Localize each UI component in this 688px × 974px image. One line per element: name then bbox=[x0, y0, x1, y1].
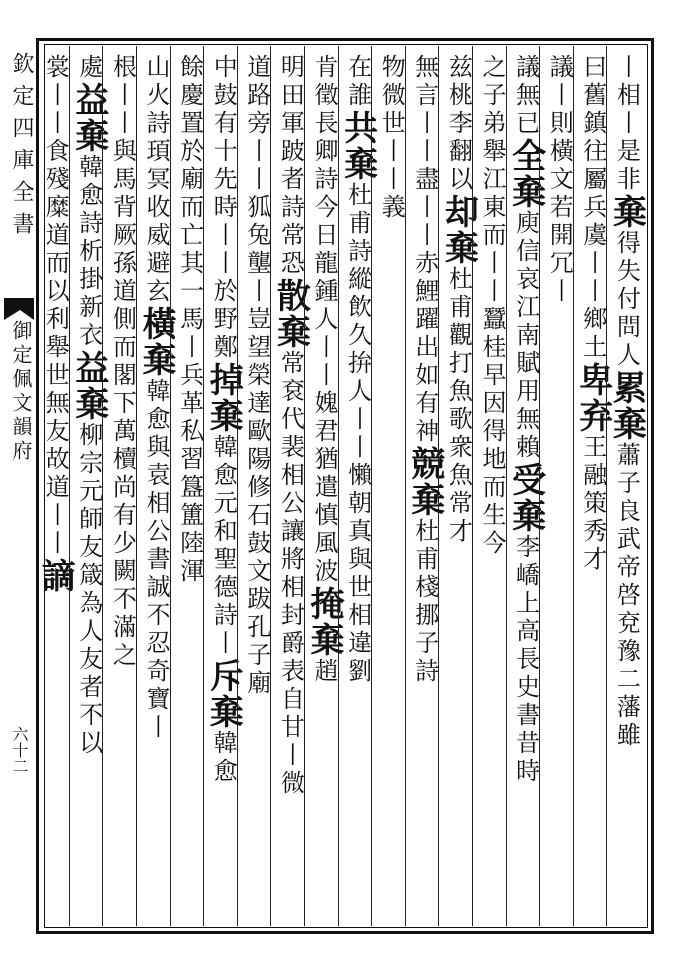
column-rule bbox=[69, 46, 70, 926]
entry-text: 李嶠上高長史書昔時 bbox=[511, 534, 540, 786]
entry-text: 文若開冗丨 bbox=[545, 166, 574, 306]
entry-text: 陸渾 bbox=[175, 530, 204, 586]
entry-headword: 益棄 bbox=[68, 82, 109, 154]
entry-text: 根丨丨與馬背厥孫 bbox=[108, 54, 137, 278]
entry-text: 餘慶置於廟而亡其一馬 bbox=[175, 54, 204, 334]
entry-headword: 謫 bbox=[35, 558, 76, 594]
entry-text: 處 bbox=[74, 54, 103, 82]
entry-text: 明田軍跛者詩常恐 bbox=[276, 54, 305, 278]
entry-text: 丨兵革私習簋簠 bbox=[175, 334, 204, 530]
column-rule bbox=[573, 46, 574, 926]
column-rule bbox=[438, 46, 439, 926]
entry-text: 丨豈望榮達歐陽修石鼓文跋孔子廟 bbox=[242, 278, 271, 698]
entry-headword: 散棄 bbox=[270, 278, 311, 350]
entry-text: 韓愈與袁相公書誠不忍奇寶丨 bbox=[142, 378, 170, 742]
entry-text: 杜甫觀打魚歌衆魚常才 bbox=[444, 266, 473, 546]
entry-headword: 掩棄 bbox=[304, 586, 344, 658]
entry-text: 無言丨丨 bbox=[410, 54, 439, 166]
entry-text: 蕭子良武帝啓兗豫二藩雖 bbox=[612, 442, 641, 750]
entry-headword: 共棄 bbox=[337, 110, 378, 182]
column-rule bbox=[405, 46, 406, 926]
entry-text: 裳丨丨食殘糜 bbox=[41, 54, 70, 222]
entry-text: 柳宗元師友箴為人友者不以 bbox=[74, 422, 103, 758]
entry-text: 道而以利舉世無友故道丨丨 bbox=[41, 222, 70, 558]
entry-text: 議丨則橫 bbox=[545, 54, 574, 166]
collection-title: 欽定四庫全書 bbox=[9, 52, 34, 244]
column-rule bbox=[472, 46, 473, 926]
column-rule bbox=[102, 46, 103, 926]
entry-text: 長卿詩今日龍鍾人丨丨媿君猶遣慎風波 bbox=[310, 110, 338, 586]
entry-headword: 掉棄 bbox=[203, 362, 244, 434]
entry-text: 趙 bbox=[310, 658, 338, 686]
entry-text: 之子弟舉江東而丨丨 bbox=[478, 54, 506, 306]
entry-text: 杜甫棧挪子詩 bbox=[410, 518, 439, 686]
entry-headword: 全棄 bbox=[505, 138, 546, 210]
entry-text: 蠶桂早因得地而生今 bbox=[478, 306, 506, 558]
entry-text: 盡丨丨赤鯉躍出如有神 bbox=[410, 166, 439, 446]
entry-text: 韓愈詩析掛新衣 bbox=[74, 154, 103, 350]
entry-text: 在誰 bbox=[343, 54, 372, 110]
column-rule bbox=[338, 46, 339, 926]
entry-text: 王融策秀才 bbox=[578, 434, 607, 574]
entry-headword: 受棄 bbox=[505, 462, 546, 534]
entry-headword: 累棄 bbox=[606, 370, 647, 442]
entry-headword: 棄 bbox=[606, 194, 647, 230]
entry-headword: 競棄 bbox=[404, 446, 445, 518]
entry-text: 丨相丨是非 bbox=[612, 54, 641, 194]
column-rule bbox=[237, 46, 238, 926]
column-rule bbox=[270, 46, 271, 926]
entry-text: 杜甫詩縱飲久拚人丨丨懶朝真與世相違劉 bbox=[343, 182, 372, 686]
entry-text: 曰舊鎮往屬兵虞丨丨鄉土 bbox=[578, 54, 607, 362]
fish-tail-mark-icon bbox=[2, 296, 36, 322]
entry-text: 中鼓有十先時丨丨於野鄭 bbox=[209, 54, 238, 362]
entry-text: 兹桃李翻以 bbox=[444, 54, 473, 194]
column-rule bbox=[506, 46, 507, 926]
book-title: 御定佩文韻府 bbox=[9, 320, 33, 464]
entry-text: 肯徵 bbox=[310, 54, 338, 110]
column-rule bbox=[136, 46, 137, 926]
column-rule bbox=[304, 46, 305, 926]
column-rule bbox=[170, 46, 171, 926]
entry-text: 韓愈 bbox=[209, 730, 238, 786]
entry-headword: 却棄 bbox=[438, 194, 479, 266]
entry-text: 常袞代裴相公讓將相封爵表自甘丨 bbox=[276, 350, 305, 770]
entry-text: 山火詩頊冥收威避玄 bbox=[142, 54, 170, 306]
entry-headword: 卑弃 bbox=[572, 362, 613, 434]
entry-text: 微 bbox=[276, 770, 305, 798]
column-rule bbox=[539, 46, 540, 926]
entry-headword: 益棄 bbox=[68, 350, 109, 422]
page-number: 六十二 bbox=[10, 726, 29, 774]
entry-headword: 斥棄 bbox=[203, 658, 244, 730]
entry-text: 韓愈元和聖德詩丨 bbox=[209, 434, 238, 658]
column-rule bbox=[203, 46, 204, 926]
entry-text: 庾信哀江南賦用無賴 bbox=[511, 210, 540, 462]
entry-headword: 橫棄 bbox=[136, 306, 176, 378]
entry-text: 道路旁丨丨狐兔壟 bbox=[242, 54, 271, 278]
entry-text: 物微世丨丨義 bbox=[377, 54, 406, 222]
entry-text: 道側而閣下萬櫝尚有少闕不滿之 bbox=[108, 278, 137, 670]
column-rule bbox=[606, 46, 607, 926]
entry-text: 議無已 bbox=[511, 54, 540, 138]
column-rule bbox=[371, 46, 372, 926]
entry-text: 得失付問人 bbox=[612, 230, 641, 370]
